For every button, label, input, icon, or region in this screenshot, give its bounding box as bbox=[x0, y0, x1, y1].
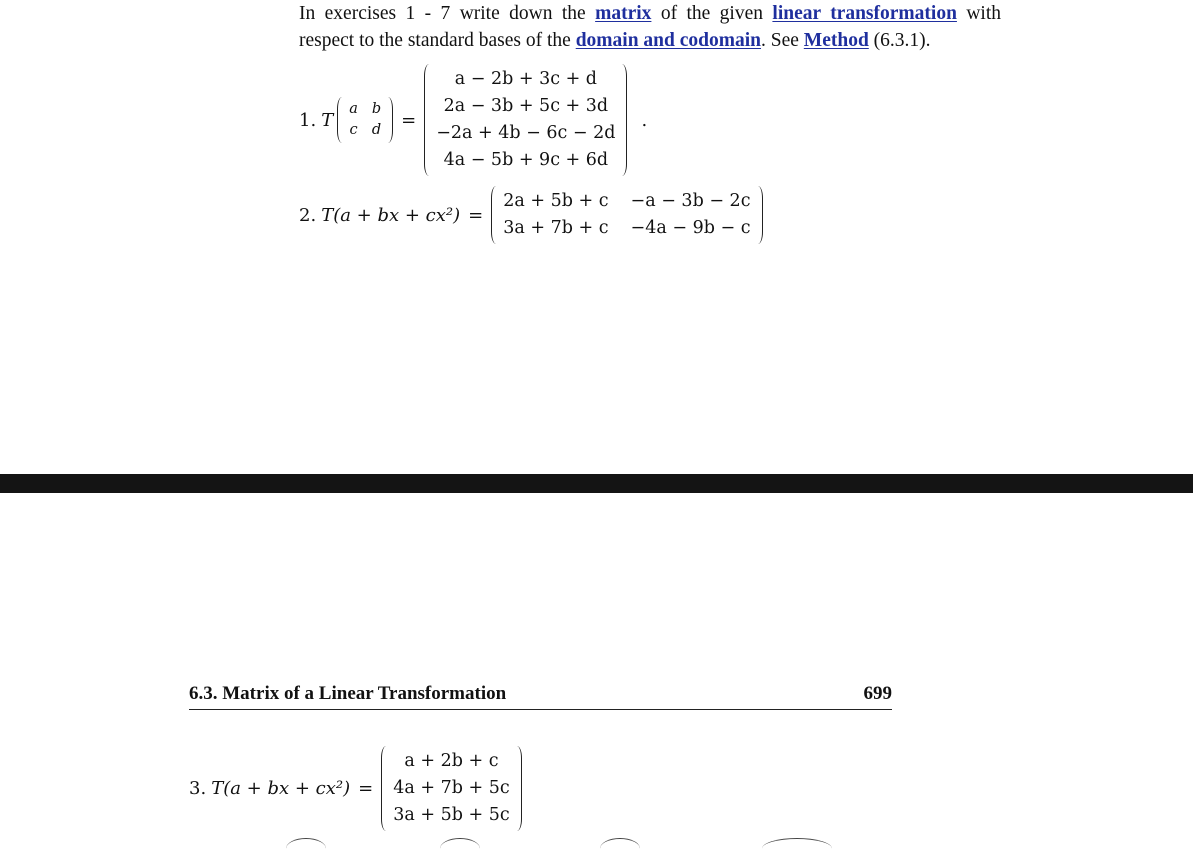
vector-entry: 3a + 5b + 5c bbox=[393, 805, 510, 825]
output-matrix bbox=[491, 186, 762, 244]
transformation-expression: T(a + bx + cx²) bbox=[211, 778, 351, 799]
matrix-entry: −a − 3b − 2c bbox=[630, 191, 751, 211]
cutoff-matrix-fragment bbox=[440, 838, 480, 849]
transformation-expression: T(a + bx + cx²) bbox=[321, 204, 461, 226]
matrix-entry: 2a + 5b + c bbox=[503, 191, 609, 211]
instructions-line-1: In exercises 1 - 7 write down the matrix of the given linear transformation with bbox=[299, 3, 1002, 24]
running-header bbox=[189, 683, 892, 710]
trailing-period: . bbox=[641, 109, 648, 131]
exercise-number: 3. bbox=[189, 778, 207, 799]
page-separator bbox=[0, 474, 1193, 493]
cutoff-matrix-fragment bbox=[762, 838, 832, 849]
transformation-symbol: T bbox=[321, 109, 334, 131]
equals-sign: = bbox=[468, 204, 484, 226]
equals-sign: = bbox=[401, 109, 417, 131]
output-vector bbox=[424, 64, 627, 176]
exercise-number: 2. bbox=[299, 204, 317, 226]
vector-entry: a − 2b + 3c + d bbox=[454, 69, 597, 89]
instructions-line-2: respect to the standard bases of the domain and codomain. See Method (6.3.1). bbox=[299, 30, 931, 51]
vector-entry: 4a − 5b + 9c + 6d bbox=[443, 150, 609, 170]
exercise-1 bbox=[299, 64, 647, 176]
vector-entry: 2a − 3b + 5c + 3d bbox=[443, 96, 609, 116]
matrix-entry: −4a − 9b − c bbox=[630, 218, 751, 238]
exercise-number: 1. bbox=[299, 109, 317, 131]
exercise-2 bbox=[299, 186, 763, 244]
pdf-page-bottom bbox=[0, 493, 1193, 849]
matrix-entry: d bbox=[371, 122, 382, 138]
cutoff-matrix-fragment bbox=[600, 838, 640, 849]
section-title: 6.3. Matrix of a Linear Transformation bbox=[189, 683, 507, 704]
matrix-entry: a bbox=[349, 101, 358, 117]
exercise-instructions bbox=[299, 0, 1019, 54]
method-link[interactable]: Method bbox=[803, 30, 869, 51]
input-matrix bbox=[337, 97, 393, 143]
page-number: 699 bbox=[863, 683, 892, 704]
linear-transformation-link[interactable]: linear transformation bbox=[772, 3, 957, 24]
exercise-3 bbox=[189, 746, 522, 831]
matrix-entry: c bbox=[349, 122, 358, 138]
cutoff-matrix-fragment bbox=[286, 838, 326, 849]
matrix-entry: 3a + 7b + c bbox=[503, 218, 609, 238]
vector-entry: 4a + 7b + 5c bbox=[393, 778, 510, 798]
matrix-entry: b bbox=[371, 101, 382, 117]
equals-sign: = bbox=[358, 778, 374, 799]
matrix-link[interactable]: matrix bbox=[595, 3, 652, 24]
vector-entry: a + 2b + c bbox=[404, 751, 499, 771]
domain-codomain-link[interactable]: domain and codomain bbox=[575, 30, 762, 51]
output-vector bbox=[381, 746, 521, 831]
vector-entry: −2a + 4b − 6c − 2d bbox=[436, 123, 616, 143]
